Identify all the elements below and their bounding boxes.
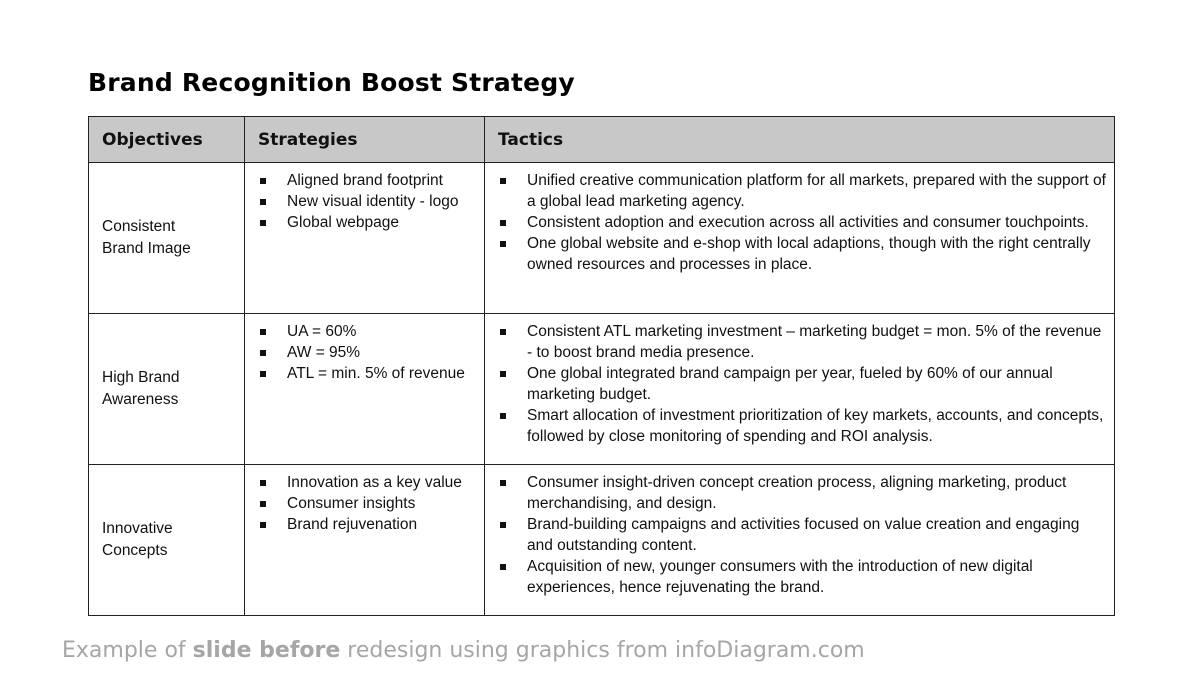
- list-item: Brand rejuvenation: [287, 514, 476, 535]
- list-item: Innovation as a key value: [287, 472, 476, 493]
- header-objectives: Objectives: [89, 117, 245, 163]
- list-item: Aligned brand footprint: [287, 170, 476, 191]
- objective-label: Innovative Concepts: [102, 520, 173, 559]
- list-item: Brand-building campaigns and activities focused on value creation and engaging and outstanding content.: [527, 514, 1106, 556]
- list-item: Acquisition of new, younger consumers with the introduction of new digital experiences, hence rejuvenating the brand.: [527, 556, 1106, 598]
- header-tactics: Tactics: [485, 117, 1115, 163]
- list-item: Consumer insight-driven concept creation process, aligning marketing, product merchandising, and design.: [527, 472, 1106, 514]
- list-item: One global website and e-shop with local adaptions, though with the right centrally owned resources and processes in place.: [527, 233, 1106, 275]
- strategies-cell: [245, 163, 485, 314]
- footer-prefix: Example of: [62, 638, 193, 663]
- list-item: Consumer insights: [287, 493, 476, 514]
- list-item: Smart allocation of investment prioritization of key markets, accounts, and concepts, followed by close monitoring of spending and ROI analysis.: [527, 405, 1106, 447]
- strategy-table: [88, 116, 1115, 616]
- page-title: Brand Recognition Boost Strategy: [88, 68, 575, 97]
- list-item: Consistent ATL marketing investment – marketing budget = mon. 5% of the revenue - to boost brand media presence.: [527, 321, 1106, 363]
- list-item: Unified creative communication platform for all markets, prepared with the support of a global lead marketing agency.: [527, 172, 1106, 210]
- strategies-list: [245, 465, 484, 535]
- tactics-cell: [485, 163, 1115, 314]
- list-item: UA = 60%: [287, 321, 476, 342]
- strategies-list: [245, 314, 484, 384]
- strategies-cell: [245, 314, 485, 465]
- objective-cell: [89, 314, 245, 465]
- objective-cell: [89, 465, 245, 616]
- table-row: [89, 163, 1115, 314]
- table-row: [89, 465, 1115, 616]
- list-item: AW = 95%: [287, 342, 476, 363]
- tactics-list: [485, 163, 1114, 275]
- strategies-cell: [245, 465, 485, 616]
- table-row: [89, 314, 1115, 465]
- strategies-list: [245, 163, 484, 233]
- footer-suffix: redesign using graphics from infoDiagram.com: [340, 638, 865, 663]
- table-header-row: [89, 117, 1115, 163]
- objective-label: High Brand Awareness: [102, 369, 180, 408]
- tactics-cell: [485, 314, 1115, 465]
- tactics-cell: [485, 465, 1115, 616]
- footer-caption: [62, 638, 865, 663]
- footer-bold: slide before: [192, 638, 341, 663]
- objective-label: Consistent Brand Image: [102, 218, 191, 257]
- list-item: New visual identity - logo: [287, 191, 476, 212]
- list-item: Consistent adoption and execution across all activities and consumer touchpoints.: [527, 212, 1106, 233]
- list-item: One global integrated brand campaign per year, fueled by 60% of our annual marketing budget.: [527, 363, 1106, 405]
- list-item: ATL = min. 5% of revenue: [287, 363, 476, 384]
- header-strategies: Strategies: [245, 117, 485, 163]
- tactics-list: [485, 314, 1114, 447]
- list-item: Global webpage: [287, 212, 476, 233]
- objective-cell: [89, 163, 245, 314]
- tactics-list: [485, 465, 1114, 598]
